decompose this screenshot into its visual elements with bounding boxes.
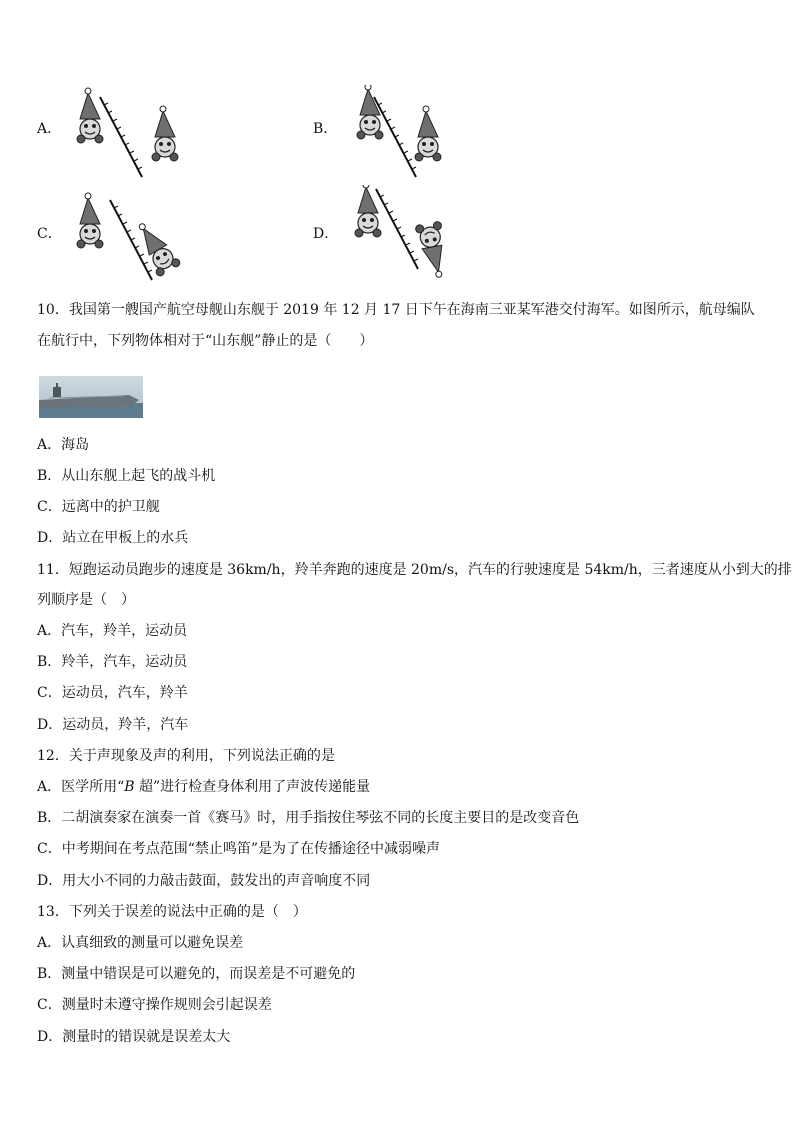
q9-option-d-figure: [346, 185, 466, 285]
q13-option-b[interactable]: B．测量中错误是可以避免的，而误差是不可避免的: [37, 966, 356, 982]
q9-option-c-label[interactable]: C．: [37, 226, 62, 242]
q10-option-d[interactable]: D．站立在甲板上的水兵: [37, 530, 189, 546]
q12-option-a[interactable]: [37, 777, 370, 797]
q12-option-a-italic: B: [124, 779, 135, 795]
q12-option-d[interactable]: D．用大小不同的力敲击鼓面，鼓发出的声音响度不同: [37, 873, 371, 889]
q10-stem-line1: 10．我国第一艘国产航空母舰山东舰于 2019 年 12 月 17 日下午在海南三亚某军港交付海军。如图所示，航母编队: [37, 302, 755, 318]
q9-option-c-figure: [70, 190, 190, 285]
q12-option-c[interactable]: C．中考期间在考点范围“禁止鸣笛”是为了在传播途径中减弱噪声: [37, 841, 441, 857]
q10-option-a[interactable]: A．海岛: [37, 437, 90, 453]
q11-option-b[interactable]: B．羚羊，汽车，运动员: [37, 654, 188, 670]
q12-option-a-suffix: 超”进行检查身体利用了声波传递能量: [134, 779, 371, 795]
q10-option-b[interactable]: B．从山东舰上起飞的战斗机: [37, 468, 216, 484]
q11-stem-line2: 列顺序是（ ）: [37, 592, 135, 608]
q13-option-a[interactable]: A．认真细致的测量可以避免误差: [37, 935, 244, 951]
aircraft-carrier-photo: [39, 376, 143, 418]
q12-stem: 12．关于声现象及声的利用，下列说法正确的是: [37, 748, 335, 764]
q13-option-c[interactable]: C．测量时未遵守操作规则会引起误差: [37, 997, 272, 1013]
q10-stem-line2: 在航行中，下列物体相对于“山东舰”静止的是（ ）: [37, 333, 374, 349]
q9-option-b-figure: [346, 85, 466, 180]
q11-option-c[interactable]: C．运动员，汽车，羚羊: [37, 685, 188, 701]
q12-option-a-prefix: A．医学所用“: [37, 779, 125, 795]
q9-option-a-figure: [70, 85, 190, 180]
q9-option-d-label[interactable]: D．: [313, 226, 339, 242]
q11-stem-line1: 11．短跑运动员跑步的速度是 36km/h，羚羊奔跑的速度是 20m/s，汽车的行驶速度是 54km/h，三者速度从小到大的排: [37, 562, 792, 578]
q9-option-a-label[interactable]: A．: [37, 121, 62, 137]
q10-option-c[interactable]: C．远离中的护卫舰: [37, 499, 160, 515]
q11-option-a[interactable]: A．汽车，羚羊，运动员: [37, 623, 188, 639]
q9-option-b-label[interactable]: B．: [313, 121, 338, 137]
q12-option-b[interactable]: B．二胡演奏家在演奏一首《赛马》时，用手指按住琴弦不同的长度主要目的是改变音色: [37, 810, 580, 826]
q11-option-d[interactable]: D．运动员，羚羊，汽车: [37, 717, 189, 733]
q13-option-d[interactable]: D．测量时的错误就是误差太大: [37, 1029, 231, 1045]
q13-stem: 13．下列关于误差的说法中正确的是（ ）: [37, 904, 307, 920]
